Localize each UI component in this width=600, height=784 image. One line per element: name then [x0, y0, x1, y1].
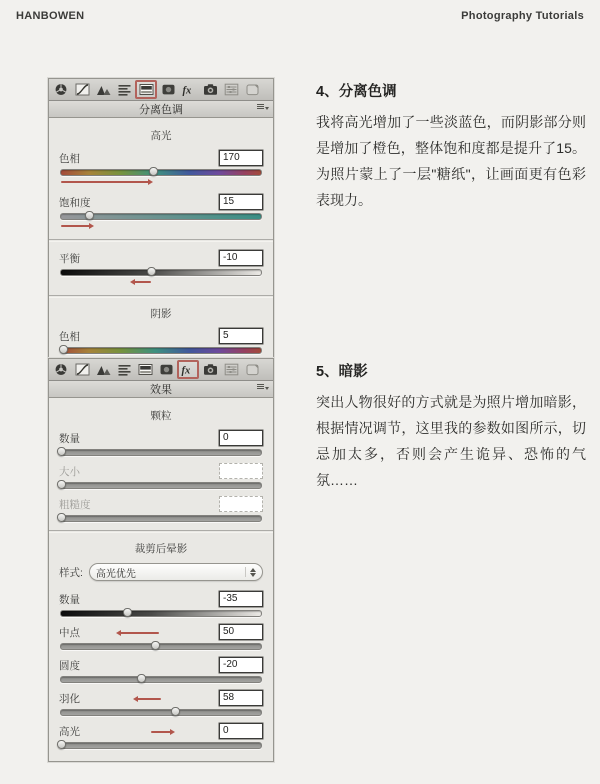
basic-icon[interactable] — [51, 362, 71, 378]
value-input[interactable]: -35 — [219, 591, 263, 607]
slider-thumb[interactable] — [85, 211, 94, 220]
detail-icon[interactable] — [93, 362, 113, 378]
step-title: 5、暗影 — [316, 364, 368, 380]
split-toning-icon[interactable] — [135, 80, 157, 99]
hue-slider-track[interactable] — [60, 169, 262, 176]
hsl-grayscale-icon[interactable] — [114, 362, 134, 378]
style-dropdown[interactable] — [89, 563, 263, 581]
slider-thumb[interactable] — [59, 345, 68, 354]
slider-track[interactable] — [60, 742, 262, 749]
slider-thumb[interactable] — [57, 447, 66, 456]
camera-raw-toolbar — [49, 359, 273, 381]
divider — [49, 530, 273, 533]
slider-thumb[interactable] — [57, 740, 66, 749]
value-input[interactable]: 50 — [219, 624, 263, 640]
value-input[interactable]: 0 — [219, 430, 263, 446]
value-input[interactable]: 170 — [219, 150, 263, 166]
site-logo-text[interactable]: HANBOWEN — [16, 10, 85, 22]
split-toning-icon[interactable] — [135, 362, 155, 378]
basic-icon[interactable] — [51, 82, 71, 98]
value-input[interactable]: -20 — [219, 657, 263, 673]
slider-thumb[interactable] — [151, 641, 160, 650]
grain-roughness-row — [59, 496, 263, 522]
svg-text:fx: fx — [181, 365, 191, 376]
value-input[interactable]: 0 — [219, 723, 263, 739]
slider-label: 粗糙度 — [59, 498, 91, 511]
tone-curve-icon[interactable] — [72, 82, 92, 98]
detail-icon[interactable] — [93, 82, 113, 98]
slider-thumb[interactable] — [171, 707, 180, 716]
vignette-style-row — [59, 563, 263, 581]
adjustment-arrow — [120, 632, 159, 634]
balance-row — [59, 250, 263, 287]
slider-thumb[interactable] — [147, 267, 156, 276]
vignette-midpoint-row — [59, 624, 263, 650]
panel-menu-icon[interactable] — [257, 104, 269, 110]
camera-raw-toolbar — [49, 79, 273, 101]
value-input[interactable]: 5 — [219, 328, 263, 344]
slider-label: 大小 — [59, 465, 80, 478]
slider-thumb[interactable] — [137, 674, 146, 683]
value-input — [219, 496, 263, 512]
slider-label: 数量 — [59, 593, 80, 606]
slider-label: 数量 — [59, 432, 80, 445]
grain-size-row — [59, 463, 263, 489]
panel-menu-icon[interactable] — [257, 384, 269, 390]
grain-heading: 颗粒 — [150, 410, 172, 422]
vignette-heading: 裁剪后晕影 — [134, 543, 188, 555]
slider-label: 中点 — [59, 626, 80, 639]
adjustment-arrow — [151, 731, 171, 733]
panel-title-bar — [49, 101, 273, 118]
value-input[interactable]: 15 — [219, 194, 263, 210]
slider-thumb[interactable] — [123, 608, 132, 617]
step-body: 我将高光增加了一些淡蓝色，而阴影部分则是增加了橙色，整体饱和度都是提升了15。为照片蒙上了一层"糖纸"，让画面更有色彩表现力。 — [316, 114, 586, 208]
step-body: 突出人物很好的方式就是为照片增加暗影，根据情况调节，这里我的参数如图所示，切忌加太多，否则会产生诡异、恐怖的气氛…… — [316, 394, 586, 488]
slider-thumb — [57, 513, 66, 522]
value-input[interactable]: 58 — [219, 690, 263, 706]
lens-corrections-icon[interactable] — [156, 362, 176, 378]
hue-slider-track[interactable] — [60, 347, 262, 354]
slider-track — [60, 482, 262, 489]
highlights-saturation-row — [59, 194, 263, 231]
slider-label: 羽化 — [59, 692, 80, 705]
slider-label: 色相 — [59, 330, 80, 343]
grain-amount-row — [59, 430, 263, 456]
value-input — [219, 463, 263, 479]
adjustment-arrow — [61, 181, 149, 183]
snapshots-icon[interactable] — [242, 362, 262, 378]
step-title: 4、分离色调 — [316, 84, 397, 100]
panel-title: 效果 — [150, 384, 172, 396]
vignette-roundness-row — [59, 657, 263, 683]
tutorial-step-5 — [316, 360, 586, 494]
highlights-hue-row — [59, 150, 263, 187]
style-label: 样式: — [59, 566, 83, 579]
vignette-highlights-row — [59, 723, 263, 749]
divider — [49, 239, 273, 242]
presets-icon[interactable] — [221, 82, 241, 98]
highlights-heading: 高光 — [150, 130, 172, 142]
slider-label: 圆度 — [59, 659, 80, 672]
slider-label: 饱和度 — [59, 196, 91, 209]
tutorial-step-4 — [316, 80, 586, 214]
snapshots-icon[interactable] — [242, 82, 262, 98]
slider-track[interactable] — [60, 643, 262, 650]
effects-panel — [48, 358, 274, 762]
vignette-feather-row — [59, 690, 263, 716]
camera-calibration-icon[interactable] — [200, 362, 220, 378]
svg-text:fx: fx — [182, 85, 192, 96]
adjustment-arrow — [137, 698, 161, 700]
slider-track — [60, 515, 262, 522]
lens-corrections-icon[interactable] — [158, 82, 178, 98]
site-header — [16, 10, 584, 22]
divider — [49, 295, 273, 298]
panel-title: 分离色调 — [139, 104, 183, 116]
adjustment-arrow — [61, 225, 90, 227]
shadows-heading: 阴影 — [150, 308, 172, 320]
site-tagline: Photography Tutorials — [461, 10, 584, 22]
slider-label: 平衡 — [59, 252, 80, 265]
saturation-slider-track[interactable] — [60, 213, 262, 220]
vignette-amount-row — [59, 591, 263, 617]
tone-curve-icon[interactable] — [72, 362, 92, 378]
effects-icon[interactable] — [177, 360, 199, 379]
presets-icon[interactable] — [221, 362, 241, 378]
hsl-grayscale-icon[interactable] — [114, 82, 134, 98]
value-input[interactable]: -10 — [219, 250, 263, 266]
panel-title-bar — [49, 381, 273, 398]
slider-label: 色相 — [59, 152, 80, 165]
slider-thumb[interactable] — [149, 167, 158, 176]
adjustment-arrow — [134, 281, 150, 283]
slider-track[interactable] — [60, 610, 262, 617]
slider-label: 高光 — [59, 725, 80, 738]
balance-slider-track[interactable] — [60, 269, 262, 276]
camera-calibration-icon[interactable] — [200, 82, 220, 98]
effects-icon[interactable] — [179, 82, 199, 98]
slider-thumb — [57, 480, 66, 489]
slider-track[interactable] — [60, 449, 262, 456]
stepper-icon — [245, 567, 256, 577]
style-dropdown-value: 高光优先 — [95, 568, 136, 580]
slider-track[interactable] — [60, 709, 262, 716]
slider-track[interactable] — [60, 676, 262, 683]
